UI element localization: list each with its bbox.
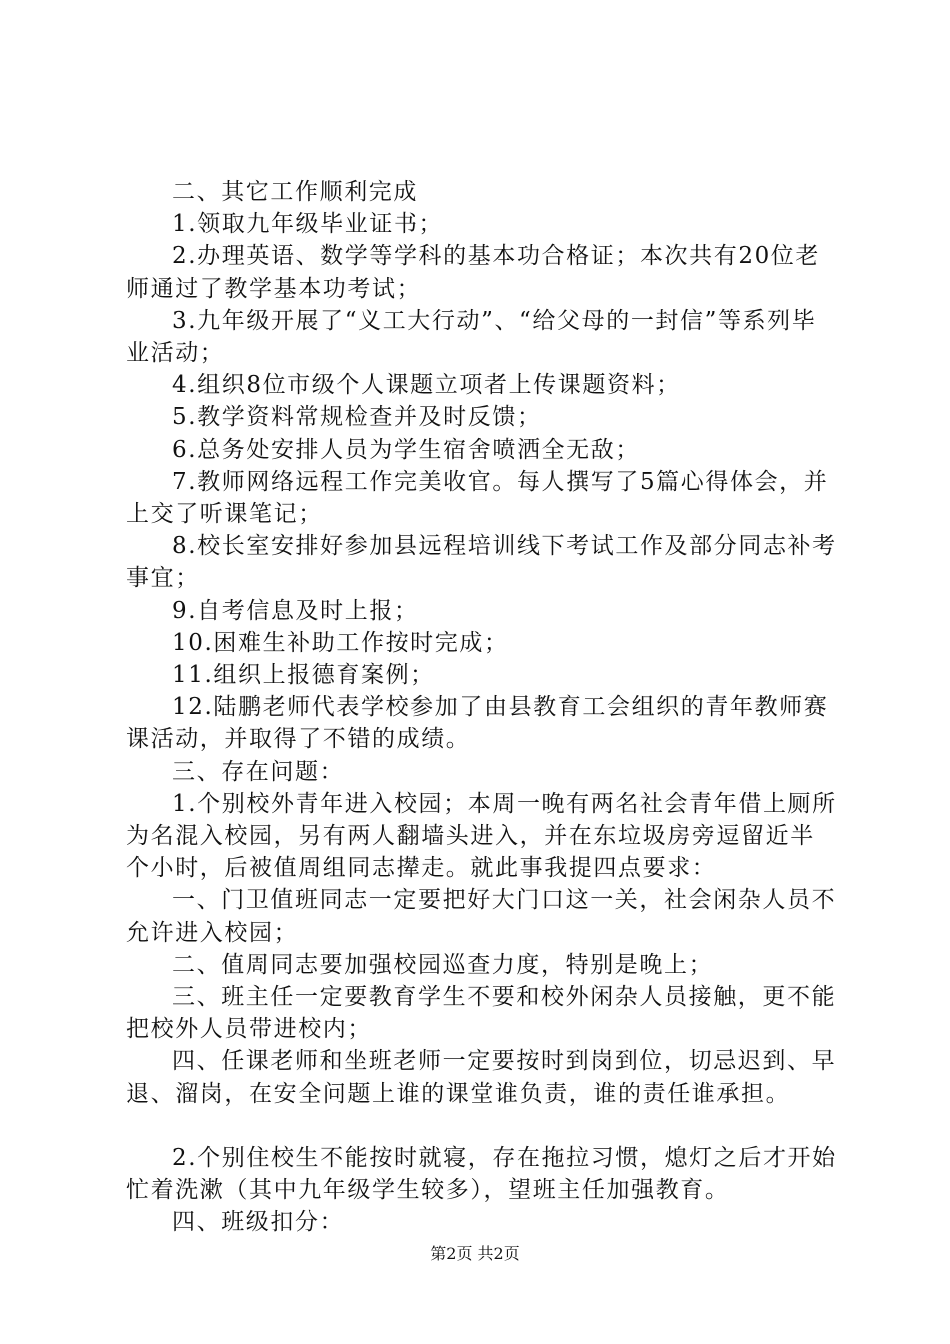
list-item: 11.组织上报德育案例； bbox=[172, 662, 435, 689]
list-item: 1.个别校外青年进入校园；本周一晚有两名社会青年借上厕所为名混入校园，另有两人翻墙头进入，并在东垃圾房旁逗留近半个小时，后被值周组同志撵走。就此事我提四点要求： bbox=[126, 790, 837, 882]
page-number-footer: 第2页 共2页 bbox=[430, 1244, 520, 1263]
list-item: 5.教学资料常规检查并及时反馈； bbox=[172, 404, 542, 431]
list-item: 1.领取九年级毕业证书； bbox=[172, 211, 444, 238]
list-item: 9.自考信息及时上报； bbox=[172, 597, 419, 624]
list-item: 4.组织8位市级个人课题立项者上传课题资料； bbox=[172, 372, 681, 399]
list-item: 2.办理英语、数学等学科的基本功合格证；本次共有20位老师通过了教学基本功考试； bbox=[126, 243, 821, 302]
section-heading-problems: 三、存在问题： bbox=[172, 758, 345, 785]
section-heading-other-work: 二、其它工作顺利完成 bbox=[172, 179, 418, 205]
list-item: 2.个别住校生不能按时就寝，存在拖拉习惯，熄灯之后才开始忙着洗漱（其中九年级学生较多），望班主任加强教育。 bbox=[126, 1145, 837, 1204]
requirement-item: 四、任课老师和坐班老师一定要按时到岗到位，切忌迟到、早退、溜岗，在安全问题上谁的课堂谁负责，谁的责任谁承担。 bbox=[126, 1048, 837, 1107]
list-item: 8.校长室安排好参加县远程培训线下考试工作及部分同志补考事宜； bbox=[126, 533, 837, 592]
section-heading-class-deductions: 四、班级扣分： bbox=[172, 1209, 345, 1236]
requirement-item: 三、班主任一定要教育学生不要和校外闲杂人员接触，更不能把校外人员带进校内； bbox=[126, 984, 837, 1043]
list-item: 7.教师网络远程工作完美收官。每人撰写了5篇心得体会，并上交了听课笔记； bbox=[126, 468, 829, 528]
list-item: 6.总务处安排人员为学生宿舍喷洒全无敌； bbox=[172, 436, 640, 463]
document-body bbox=[126, 176, 838, 1239]
list-item: 12.陆鹏老师代表学校参加了由县教育工会组织的青年教师赛课活动，并取得了不错的成绩。 bbox=[126, 694, 829, 753]
list-item: 10.困难生补助工作按时完成； bbox=[172, 629, 509, 656]
blank-line bbox=[126, 1110, 838, 1142]
requirement-item: 一、门卫值班同志一定要把好大门口这一关，社会闲杂人员不允许进入校园； bbox=[126, 887, 837, 946]
list-item: 3.九年级开展了“义工大行动”、“给父母的一封信”等系列毕业活动； bbox=[126, 307, 817, 367]
requirement-item: 二、值周同志要加强校园巡查力度，特别是晚上； bbox=[172, 951, 714, 978]
